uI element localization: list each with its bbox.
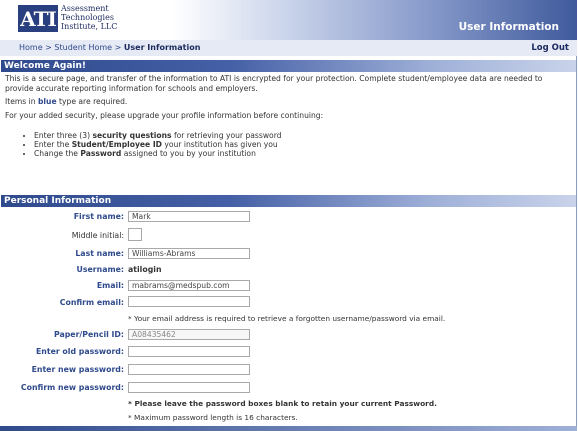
last-name-label: Last name: — [75, 249, 124, 258]
new-password-label: Enter new password: — [31, 365, 124, 374]
logout-link[interactable]: Log Out — [531, 43, 569, 53]
step-text: for retrieving your password — [171, 131, 282, 140]
email-note: * Your email address is required to retrieve a forgotten username/password via email. — [128, 314, 446, 323]
step-text: Change the — [34, 149, 81, 158]
breadcrumb-path — [19, 43, 200, 52]
paper-id-label: Paper/Pencil ID: — [53, 330, 124, 339]
step-text: assigned to you by your institution — [121, 149, 256, 158]
step-text: your institution has given you — [161, 140, 278, 149]
middle-initial-label: Middle initial: — [71, 231, 124, 240]
steps-list — [20, 131, 282, 158]
step-bold: Student/Employee ID — [71, 140, 162, 149]
last-name-field[interactable] — [128, 248, 250, 259]
first-name-field[interactable] — [128, 211, 250, 222]
first-name-label: First name: — [73, 212, 124, 221]
list-item — [34, 140, 282, 149]
breadcrumb-separator: > — [112, 43, 124, 52]
breadcrumb — [0, 40, 577, 56]
step-text: Enter three (3) — [34, 131, 93, 140]
required-note-suffix: type are required. — [56, 97, 128, 106]
password-length-note: * Maximum password length is 16 characters. — [128, 413, 298, 422]
header-title: User Information — [458, 21, 559, 33]
welcome-heading: Welcome Again! — [1, 60, 576, 72]
email-label: Email: — [96, 281, 124, 290]
logo-mark: ATI — [20, 6, 56, 31]
list-item — [34, 149, 282, 158]
logo-line: Assessment — [61, 4, 109, 13]
list-item — [34, 131, 282, 140]
header — [0, 0, 577, 40]
required-note — [5, 97, 127, 107]
username-label: Username: — [76, 265, 124, 274]
new-password-field[interactable] — [128, 364, 250, 375]
middle-initial-field[interactable] — [128, 228, 142, 241]
paper-id-field — [128, 329, 250, 340]
confirm-email-label: Confirm email: — [59, 298, 124, 307]
logo-text — [61, 4, 117, 31]
username-value: atilogin — [128, 265, 162, 274]
email-field[interactable] — [128, 280, 250, 291]
step-bold: security questions — [92, 131, 172, 140]
breadcrumb-current: User Information — [123, 43, 201, 52]
upgrade-text: For your added security, please upgrade your profile information before continuing: — [5, 111, 324, 120]
old-password-label: Enter old password: — [35, 347, 124, 356]
password-blank-note: * Please leave the password boxes blank to retain your current Password. — [128, 399, 437, 408]
step-text: Enter the — [34, 140, 72, 149]
breadcrumb-home-link[interactable]: Home — [19, 43, 43, 52]
ati-logo — [18, 5, 58, 32]
breadcrumb-separator: > — [42, 43, 55, 52]
required-note-blue: blue — [38, 97, 57, 106]
confirm-password-label: Confirm new password: — [20, 383, 124, 392]
step-bold: Password — [80, 149, 122, 158]
breadcrumb-student-home-link[interactable]: Student Home — [54, 43, 113, 52]
next-section-bar — [0, 426, 577, 431]
intro-text: This is a secure page, and transfer of the information to ATI is encrypted for your protection. Complete student/employee data are needed to provide accurate reporting information for schools and employers. — [5, 74, 543, 93]
personal-info-heading: Personal Information — [1, 195, 576, 207]
required-note-prefix: Items in — [5, 97, 38, 106]
confirm-email-field[interactable] — [128, 296, 250, 307]
old-password-field[interactable] — [128, 346, 250, 357]
logo-line: Technologies — [61, 13, 114, 22]
confirm-password-field[interactable] — [128, 382, 250, 393]
logo-line: Institute, LLC — [61, 22, 118, 31]
